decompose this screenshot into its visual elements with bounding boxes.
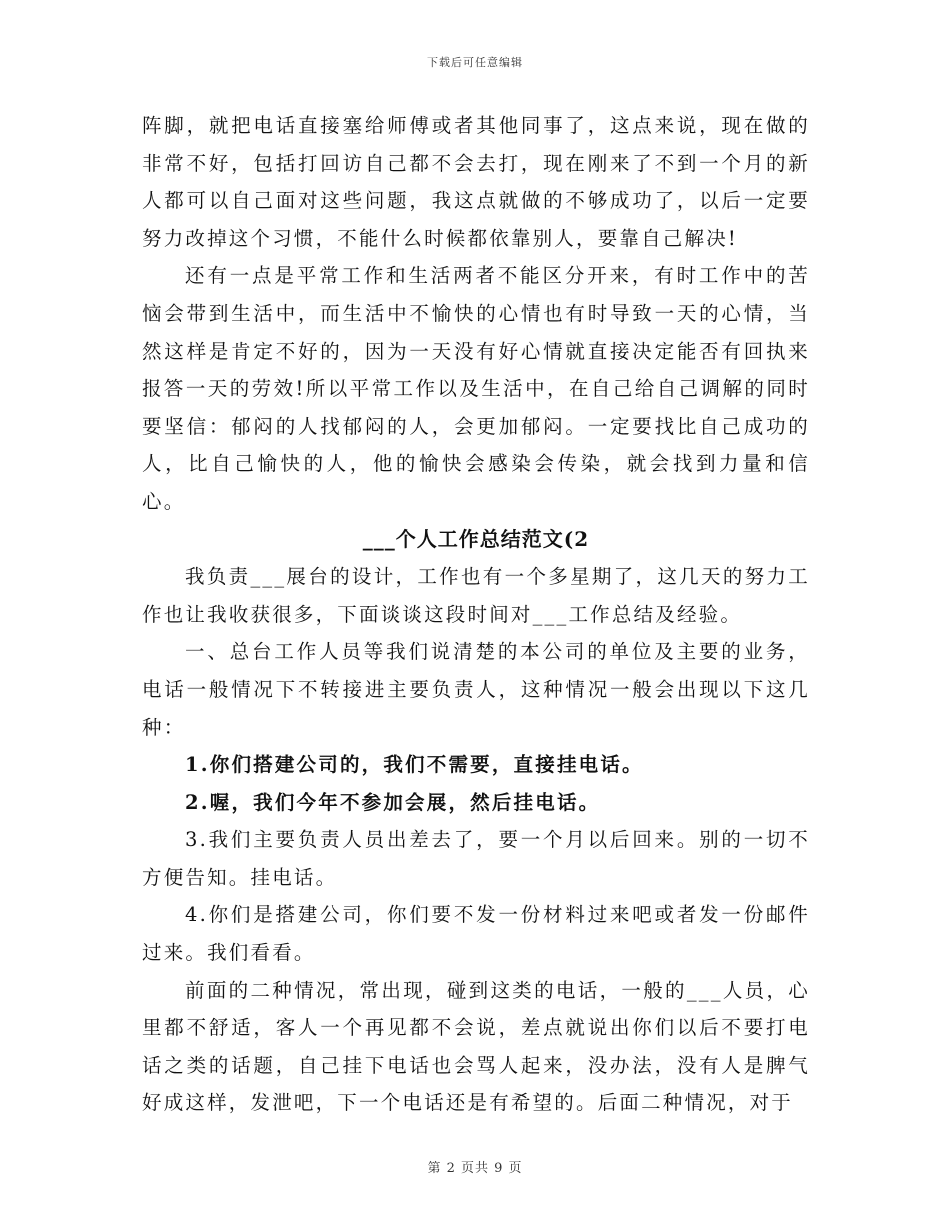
paragraph-intro: 我负责___展台的设计，工作也有一个多星期了，这几天的努力工作也让我收获很多，下面谈谈这段时间对___工作总结及经验。: [142, 565, 810, 626]
list-item-4: 4.你们是搭建公司，你们要不发一份材料过来吧或者发一份邮件过来。我们看看。: [142, 903, 810, 965]
section-title: ___个人工作总结范文(2: [362, 526, 590, 551]
paragraph-continued: 阵脚，就把电话直接塞给师傅或者其他同事了，这点来说，现在做的非常不好，包括打回访自己都不会去打，现在刚来了不到一个月的新人都可以自己面对这些问题，我这点就做的不够成功了，以后一定要努力改掉这个习惯，不能什么时候都依靠别人，要靠自己解决!: [142, 114, 810, 250]
page-header: 下载后可任意编辑: [427, 56, 523, 69]
paragraph-analysis: 前面的二种情况，常出现，碰到这类的电话，一般的___人员，心里都不舒适，客人一个再见都不会说，差点就说出你们以后不要打电话之类的话题，自己挂下电话也会骂人起来，没办法，没有人是脾气好成这样，发泄吧，下一个电话还是有希望的。后面二种情况，对于: [142, 978, 810, 1115]
paragraph-work-life: 还有一点是平常工作和生活两者不能区分开来，有时工作中的苦恼会带到生活中，而生活中不愉快的心情也有时导致一天的心情，当然这样是肯定不好的，因为一天没有好心情就直接决定能否有回执来报答一天的劳效!所以平常工作以及生活中，在自己给自己调解的同时要坚信：郁闷的人找郁闷的人，会更加郁闷。一定要找比自己成功的人，比自己愉快的人，他的愉快会感染会传染，就会找到力量和信心。: [142, 264, 810, 513]
list-item-2: 2.喔，我们今年不参加会展，然后挂电话。: [185, 790, 601, 814]
document-body: [142, 107, 810, 1122]
list-item-3: 3.我们主要负责人员出差去了，要一个月以后回来。别的一切不方便告知。挂电话。: [142, 828, 810, 889]
page-footer: 第 2 页共 9 页: [427, 1161, 523, 1176]
list-item-1: 1.你们搭建公司的，我们不需要，直接挂电话。: [185, 753, 644, 777]
paragraph-point-one: 一、总台工作人员等我们说清楚的本公司的单位及主要的业务，电话一般情况下不转接进主要负责人，这种情况一般会出现以下这几种：: [142, 640, 810, 739]
